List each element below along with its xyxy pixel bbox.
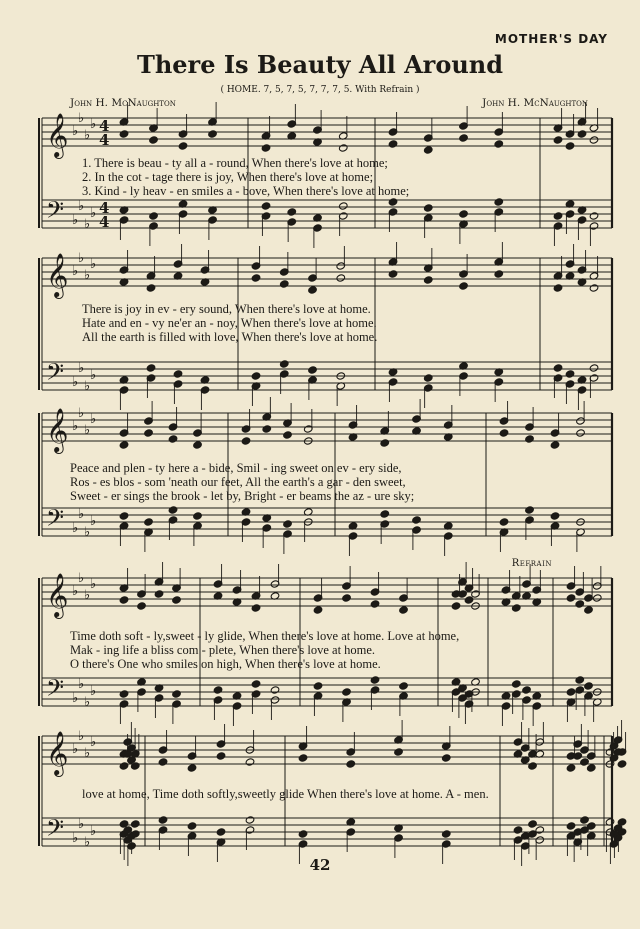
note-head [399,606,409,614]
note-head [279,360,289,368]
flat-sign: ♭ [84,268,91,283]
flat-sign: ♭ [78,361,85,376]
note-head [137,602,147,610]
lyric-line: 1. There is beau - ty all a - round, When there's love at home; [82,156,388,170]
note-head [346,760,356,768]
note-head [499,429,509,437]
flat-sign: ♭ [72,264,79,279]
note-head [187,764,197,772]
lyric-line: There is joy in ev - ery sound, When there's love at home. [82,302,371,316]
note-head [119,512,129,520]
flat-sign: ♭ [90,206,97,221]
note-head [586,822,596,830]
note-head [388,270,398,278]
treble-clef: 𝄞 [46,113,69,157]
note-head [342,688,352,696]
note-head [513,826,523,834]
note-head [550,512,560,520]
note-head [565,142,575,150]
note-head [553,284,563,292]
note-head [459,134,469,142]
note-head [279,280,289,288]
note-head [283,520,293,528]
flat-sign: ♭ [90,368,97,383]
note-head [399,682,409,690]
refrain-label: Refrain [511,558,552,569]
flat-sign: ♭ [90,514,97,529]
lyric-line: Mak - ing life a bliss com - plete, When there's love at home. [70,643,376,657]
treble-clef: 𝄞 [46,573,69,617]
flat-sign: ♭ [72,521,79,536]
meter-line: ( HOME. 7, 5, 7, 5, 7, 7, 7, 5. With Refrain ) [220,85,420,95]
note-head [245,758,255,766]
note-head [459,282,469,290]
time-signature: 4 [99,117,110,135]
note-head [251,604,261,612]
note-head [586,764,596,772]
flat-sign: ♭ [84,423,91,438]
flat-sign: ♭ [78,507,85,522]
note-head [146,364,156,372]
note-head [388,198,398,206]
note-head [589,212,599,220]
note-head [308,366,318,374]
time-signature: 4 [99,213,110,231]
flat-sign: ♭ [90,577,97,592]
note-head [580,758,590,766]
note-head [380,439,390,447]
note-head [525,435,535,443]
note-head [251,372,261,380]
note-head [565,370,575,378]
note-head [459,210,469,218]
flat-sign: ♭ [72,584,79,599]
note-head [575,600,585,608]
note-head [494,270,504,278]
note-head [178,142,188,150]
note-head [168,506,178,514]
note-head [168,435,178,443]
bass-clef: 𝄢 [46,504,65,537]
note-head [119,596,129,604]
note-head [313,682,323,690]
note-head [584,682,594,690]
note-head [146,284,156,292]
note-head [388,140,398,148]
lyric-line: All the earth is filled with love, When there's love at home. [82,330,378,344]
note-head [193,441,203,449]
flat-sign: ♭ [90,117,97,132]
hymn-title: There Is Beauty All Around [136,50,504,79]
flat-sign: ♭ [72,375,79,390]
flat-sign: ♭ [90,684,97,699]
note-head [494,140,504,148]
note-head [494,198,504,206]
flat-sign: ♭ [78,406,85,421]
bass-clef: 𝄢 [46,674,65,707]
flat-sign: ♭ [78,817,85,832]
note-head [172,596,182,604]
note-head [251,274,261,282]
note-head [154,590,164,598]
treble-clef: 𝄞 [46,253,69,297]
flat-sign: ♭ [72,831,79,846]
flat-sign: ♭ [72,124,79,139]
flat-sign: ♭ [78,677,85,692]
flat-sign: ♭ [78,571,85,586]
note-head [535,826,545,834]
note-head [208,130,218,138]
note-head [528,820,538,828]
note-head [525,506,535,514]
flat-sign: ♭ [84,695,91,710]
treble-clef: 𝄞 [46,731,69,775]
flat-sign: ♭ [84,525,91,540]
note-head [283,431,293,439]
flat-sign: ♭ [90,824,97,839]
time-signature: 4 [99,199,110,217]
flat-sign: ♭ [84,835,91,850]
note-head [342,594,352,602]
lyric-line: Time doth soft - ly,sweet - ly glide, When there's love at home. Love at home, [70,629,460,643]
note-head [149,212,159,220]
flat-sign: ♭ [90,257,97,272]
note-head [270,686,280,694]
flat-sign: ♭ [72,691,79,706]
note-head [298,830,308,838]
note-head [193,512,203,520]
note-head [380,510,390,518]
note-head [261,202,271,210]
note-head [313,606,323,614]
lyric-line: Sweet - er sings the brook - let by, Bright - er beams the az - ure sky; [70,489,415,503]
note-head [262,425,272,433]
note-head [412,516,422,524]
bass-clef: 𝄢 [46,814,65,847]
note-head [423,374,433,382]
note-head [336,274,346,282]
note-head [130,820,140,828]
time-signature: 4 [99,131,110,149]
treble-clef: 𝄞 [46,408,69,452]
note-head [216,752,226,760]
lyric-line: Peace and plen - ty here a - bide, Smil - ing sweet on ev - ery side, [70,461,402,475]
note-head [423,276,433,284]
note-head [338,144,348,152]
note-head [119,690,129,698]
note-head [584,606,594,614]
flat-sign: ♭ [84,746,91,761]
note-head [528,762,538,770]
note-head [287,208,297,216]
flat-sign: ♭ [78,199,85,214]
note-head [172,690,182,698]
note-head [499,518,509,526]
note-head [298,754,308,762]
bass-clef: 𝄢 [46,358,65,391]
note-head [576,429,586,437]
page-number: 42 [309,856,331,874]
flat-sign: ♭ [72,213,79,228]
note-head [441,754,451,762]
note-head [605,818,615,826]
lyric-line: 2. In the cot - tage there is joy, When there's love at home; [82,170,374,184]
flat-sign: ♭ [84,588,91,603]
flat-sign: ♭ [84,217,91,232]
lyric-line: 3. Kind - ly heav - en smiles a - bove, When there's love at home; [82,184,410,198]
flat-sign: ♭ [84,128,91,143]
note-head [261,144,271,152]
flat-sign: ♭ [78,729,85,744]
note-head [553,212,563,220]
note-head [338,202,348,210]
note-head [553,136,563,144]
note-head [566,764,576,772]
lyric-line: O there's One who smiles on high, When there's love at home. [70,657,381,671]
flat-sign: ♭ [72,419,79,434]
note-head [566,822,576,830]
note-head [158,816,168,824]
note-head [158,758,168,766]
flat-sign: ♭ [78,111,85,126]
note-head [423,204,433,212]
note-head [119,762,129,770]
flat-sign: ♭ [90,735,97,750]
note-head [511,604,521,612]
note-head [213,686,223,694]
note-head [550,441,560,449]
note-head [245,816,255,824]
note-head [119,130,129,138]
note-head [149,136,159,144]
note-head [589,364,599,372]
lyric-line: Ros - es blos - som 'neath our feet, All the earth's a gar - den sweet, [70,475,406,489]
note-head [187,822,197,830]
flat-sign: ♭ [84,379,91,394]
note-head [216,828,226,836]
note-head [575,676,585,684]
note-head [451,602,461,610]
note-head [580,816,590,824]
flat-sign: ♭ [78,251,85,266]
note-head [144,429,154,437]
note-head [370,676,380,684]
note-head [577,130,587,138]
note-head [394,748,404,756]
lyric-line: love at home, Time doth softly,sweetly glide When there's love at home. A - men. [82,787,489,801]
note-head [566,594,576,602]
note-head [589,284,599,292]
note-head [308,286,318,294]
lyricist-credit: John H. McNaughton [70,97,176,109]
bass-clef: 𝄢 [46,196,65,229]
note-head [592,594,602,602]
note-head [522,686,532,694]
section-heading: MOTHER'S DAY [494,32,608,46]
note-head [617,760,627,768]
note-head [144,518,154,526]
lyric-line: Hate and en - vy ne'er an - noy, When there's love at home. [82,316,377,330]
note-head [553,364,563,372]
note-head [173,370,183,378]
note-head [251,680,261,688]
flat-sign: ♭ [72,742,79,757]
note-head [589,136,599,144]
note-head [566,688,576,696]
note-head [370,600,380,608]
note-head [241,437,251,445]
note-head [119,441,129,449]
flat-sign: ♭ [90,412,97,427]
composer-credit: John H. McNaughton [482,97,588,109]
note-head [511,680,521,688]
note-head [423,146,433,154]
note-head [441,830,451,838]
